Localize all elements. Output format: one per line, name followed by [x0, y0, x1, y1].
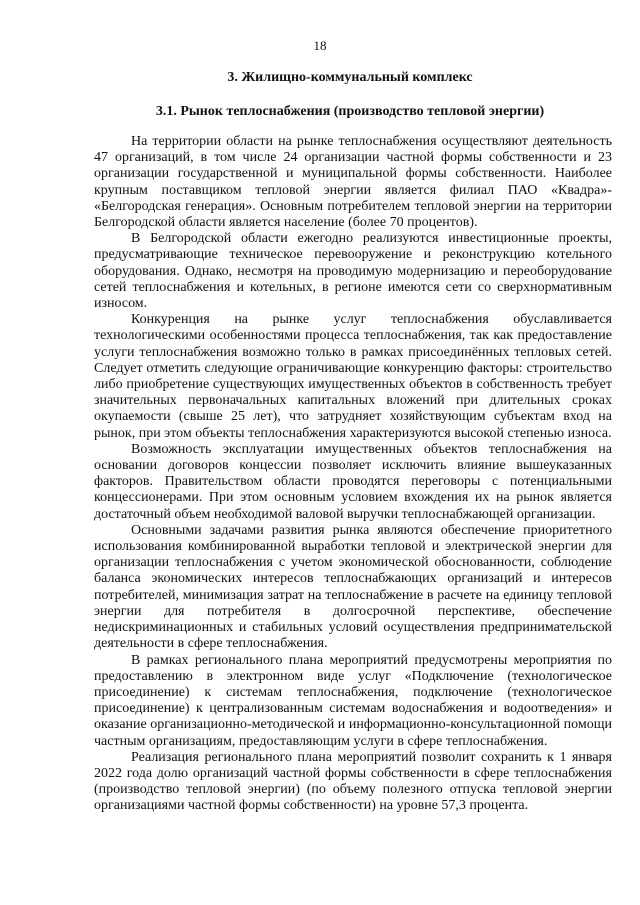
paragraph: В рамках регионального плана мероприятий предусмотрены мероприятия по предоставлению в электронном виде услуг «Подключение (технологическое присоединение) к системам теплоснабжения, подключение (технологическое присоединение) к централизованным системам водоснабжения и водоотведения» и оказание организационно-методической и информационно-консультационной помощи частным организациям, предоставляющим услуги в сфере теплоснабжения.: [94, 652, 612, 749]
page-number: 18: [313, 38, 327, 53]
section-title: 3. Жилищно-коммунальный комплекс: [227, 70, 473, 85]
paragraph: Основными задачами развития рынка являются обеспечение приоритетного использования комбинированной выработки тепловой и электрической энергии для организации теплоснабжения с учетом экономической обоснованности, соблюдение баланса экономических интересов теплоснабжающих организаций и интересов потребителей, минимизация затрат на теплоснабжение в расчете на единицу тепловой энергии для потребителя в долгосрочной перспективе, обеспечение недискриминационных и стабильных условий осуществления предпринимательской деятельности в сфере теплоснабжения.: [94, 522, 612, 652]
paragraph: Реализация регионального плана мероприятий позволит сохранить к 1 января 2022 года долю организаций частной формы собственности в сфере теплоснабжения (производство тепловой энергии) (по объему полезного отпуска тепловой энергии организациями частной формы собственности) на уровне 57,3 процента.: [94, 749, 612, 814]
subsection-title: 3.1. Рынок теплоснабжения (производство тепловой энергии): [155, 104, 545, 119]
body-text: [94, 134, 612, 815]
paragraph: Конкуренция на рынке услуг теплоснабжения обуславливается технологическими особенностями процесса теплоснабжения, так как предоставление услуги теплоснабжения возможно только в рамках присоединённых тепловых сетей. Следует отметить следующие ограничивающие конкуренцию факторы: строительство либо приобретение существующих имущественных объектов в собственность требует значительных первоначальных капитальных вложений при длительных сроках окупаемости (свыше 25 лет), что затрудняет хозяйствующим субъектам вход на рынок, при этом объекты теплоснабжения характеризуются высокой степенью износа.: [94, 312, 612, 441]
paragraph: В Белгородской области ежегодно реализуются инвестиционные проекты, предусматривающие техническое перевооружение и реконструкцию котельного оборудования. Однако, несмотря на проводимую модернизацию и переоборудование сетей теплоснабжения и котельных, в регионе имеются сети со сверхнормативным износом.: [94, 231, 612, 312]
paragraph: Возможность эксплуатации имущественных объектов теплоснабжения на основании договоров концессии позволяет исключить влияние вышеуказанных факторов. Правительством области проводятся переговоры с потенциальными концессионерами. При этом основным условием вхождения их на рынок является достаточный объем необходимой валовой выручки теплоснабжающей организации.: [94, 441, 612, 522]
paragraph: На территории области на рынке теплоснабжения осуществляют деятельность 47 организаций, в том числе 24 организации частной формы собственности и 23 организации государственной и муниципальной формы собственности. Наиболее крупным поставщиком тепловой энергии является филиал ПАО «Квадра»- «Белгородская генерация». Основным потребителем тепловой энергии на территории Белгородской области является население (более 70 процентов).: [94, 134, 612, 231]
